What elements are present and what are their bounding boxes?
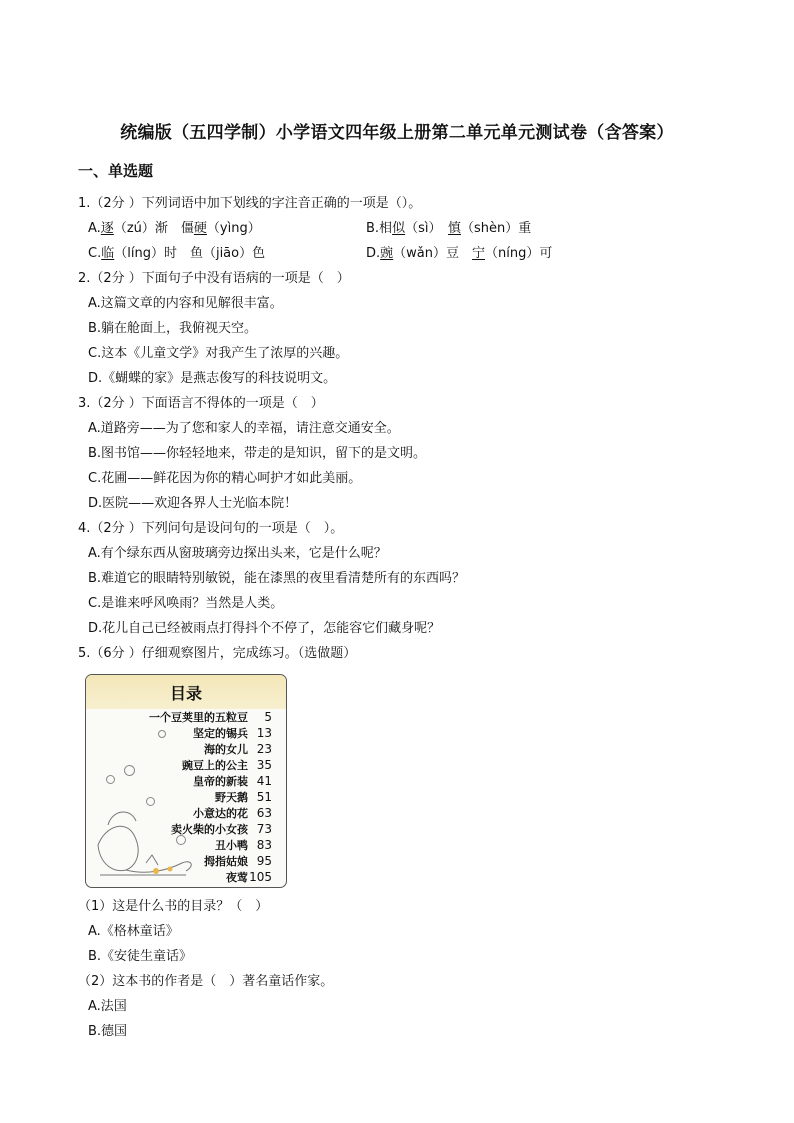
page-title: 统编版（五四学制）小学语文四年级上册第二单元单元测试卷（含答案）	[120, 123, 674, 143]
question-4-option-d: D.花儿自己已经被雨点打得抖个不停了，怎能容它们藏身呢？	[88, 621, 441, 636]
question-5-sub-1-option-b: B.《安徒生童话》	[88, 949, 193, 964]
question-4-stem: 4.（2分 ）下列问句是设问句的一项是（ ）。	[78, 521, 344, 536]
question-5-sub-1: （1）这是什么书的目录？（ ）	[78, 899, 269, 914]
toc-row: 夜莺105	[226, 870, 272, 884]
underlined-char: 硬	[193, 221, 207, 236]
bubble-icon	[146, 797, 155, 806]
question-2-stem: 2.（2分 ）下面句子中没有语病的一项是（ ）	[78, 271, 350, 286]
question-1-option-c: C.临（líng）时 鱼（jiāo）色	[88, 246, 266, 261]
question-3-stem: 3.（2分 ）下面语言不得体的一项是（ ）	[78, 396, 324, 411]
bubble-icon	[124, 765, 135, 776]
toc-row: 皇帝的新装 41	[193, 774, 272, 788]
question-1-option-a: A.逐（zú）渐 僵硬（yìng）	[88, 221, 261, 236]
toc-row: 野天鹅 51	[215, 790, 272, 804]
toc-row: 丑小鸭 83	[215, 838, 272, 852]
bubble-icon	[158, 730, 166, 738]
question-5-sub-2-option-b: B.德国	[88, 1024, 128, 1039]
underlined-char: 临	[101, 246, 115, 261]
toc-heading: 目录	[170, 684, 203, 703]
question-5-sub-2-option-a: A.法国	[88, 999, 127, 1014]
question-1-option-d: D.豌（wǎn）豆 宁（níng）可	[366, 246, 553, 261]
question-3-option-a: A.道路旁——为了您和家人的幸福，请注意交通安全。	[88, 421, 400, 436]
toc-row: 一个豆荚里的五粒豆 5	[149, 710, 272, 724]
toc-row: 卖火柴的小女孩 73	[171, 822, 272, 836]
question-3-option-d: D.医院——欢迎各界人士光临本院！	[88, 496, 298, 511]
question-4-option-a: A.有个绿东西从窗玻璃旁边探出头来，它是什么呢？	[88, 546, 387, 561]
toc-row: 海的女儿 23	[204, 742, 272, 756]
question-3-option-b: B.图书馆——你轻轻地来，带走的是知识，留下的是文明。	[88, 446, 427, 461]
question-2-option-b: B.躺在舱面上，我俯视天空。	[88, 321, 258, 336]
toc-row: 小意达的花 63	[193, 806, 272, 820]
toc-row: 豌豆上的公主 35	[182, 758, 272, 772]
underlined-char: 宁	[472, 246, 486, 261]
question-5-sub-2: （2）这本书的作者是（ ）著名童话作家。	[78, 974, 334, 989]
underlined-char: 逐	[100, 221, 114, 236]
question-2-option-a: A.这篇文章的内容和见解很丰富。	[88, 296, 283, 311]
underlined-char: 慎	[447, 221, 461, 236]
section-heading: 一、单选题	[78, 162, 154, 180]
table-of-contents-image	[85, 674, 287, 888]
question-4-option-c: C.是谁来呼风唤雨？当然是人类。	[88, 596, 284, 611]
bubble-icon	[106, 775, 115, 784]
question-1-option-b: B.相似（sì） 慎（shèn）重	[366, 221, 532, 236]
underlined-char: 豌	[380, 246, 394, 261]
question-5-sub-1-option-a: A.《格林童话》	[88, 924, 179, 939]
question-1-stem: 1.（2分 ）下列词语中加下划线的字注音正确的一项是（）。	[78, 196, 422, 211]
question-2-option-d: D.《蝴蝶的家》是燕志俊写的科技说明文。	[88, 371, 337, 386]
toc-row: 坚定的锡兵 13	[193, 726, 272, 740]
question-5-stem: 5.（6分 ）仔细观察图片，完成练习。（选做题）	[78, 646, 357, 661]
question-4-option-b: B.难道它的眼睛特别敏锐，能在漆黑的夜里看清楚所有的东西吗？	[88, 571, 466, 586]
question-2-option-c: C.这本《儿童文学》对我产生了浓厚的兴趣。	[88, 346, 349, 361]
toc-row: 拇指姑娘 95	[204, 854, 272, 868]
underlined-char: 似	[392, 221, 406, 236]
question-3-option-c: C.花圃——鲜花因为你的精心呵护才如此美丽。	[88, 471, 362, 486]
